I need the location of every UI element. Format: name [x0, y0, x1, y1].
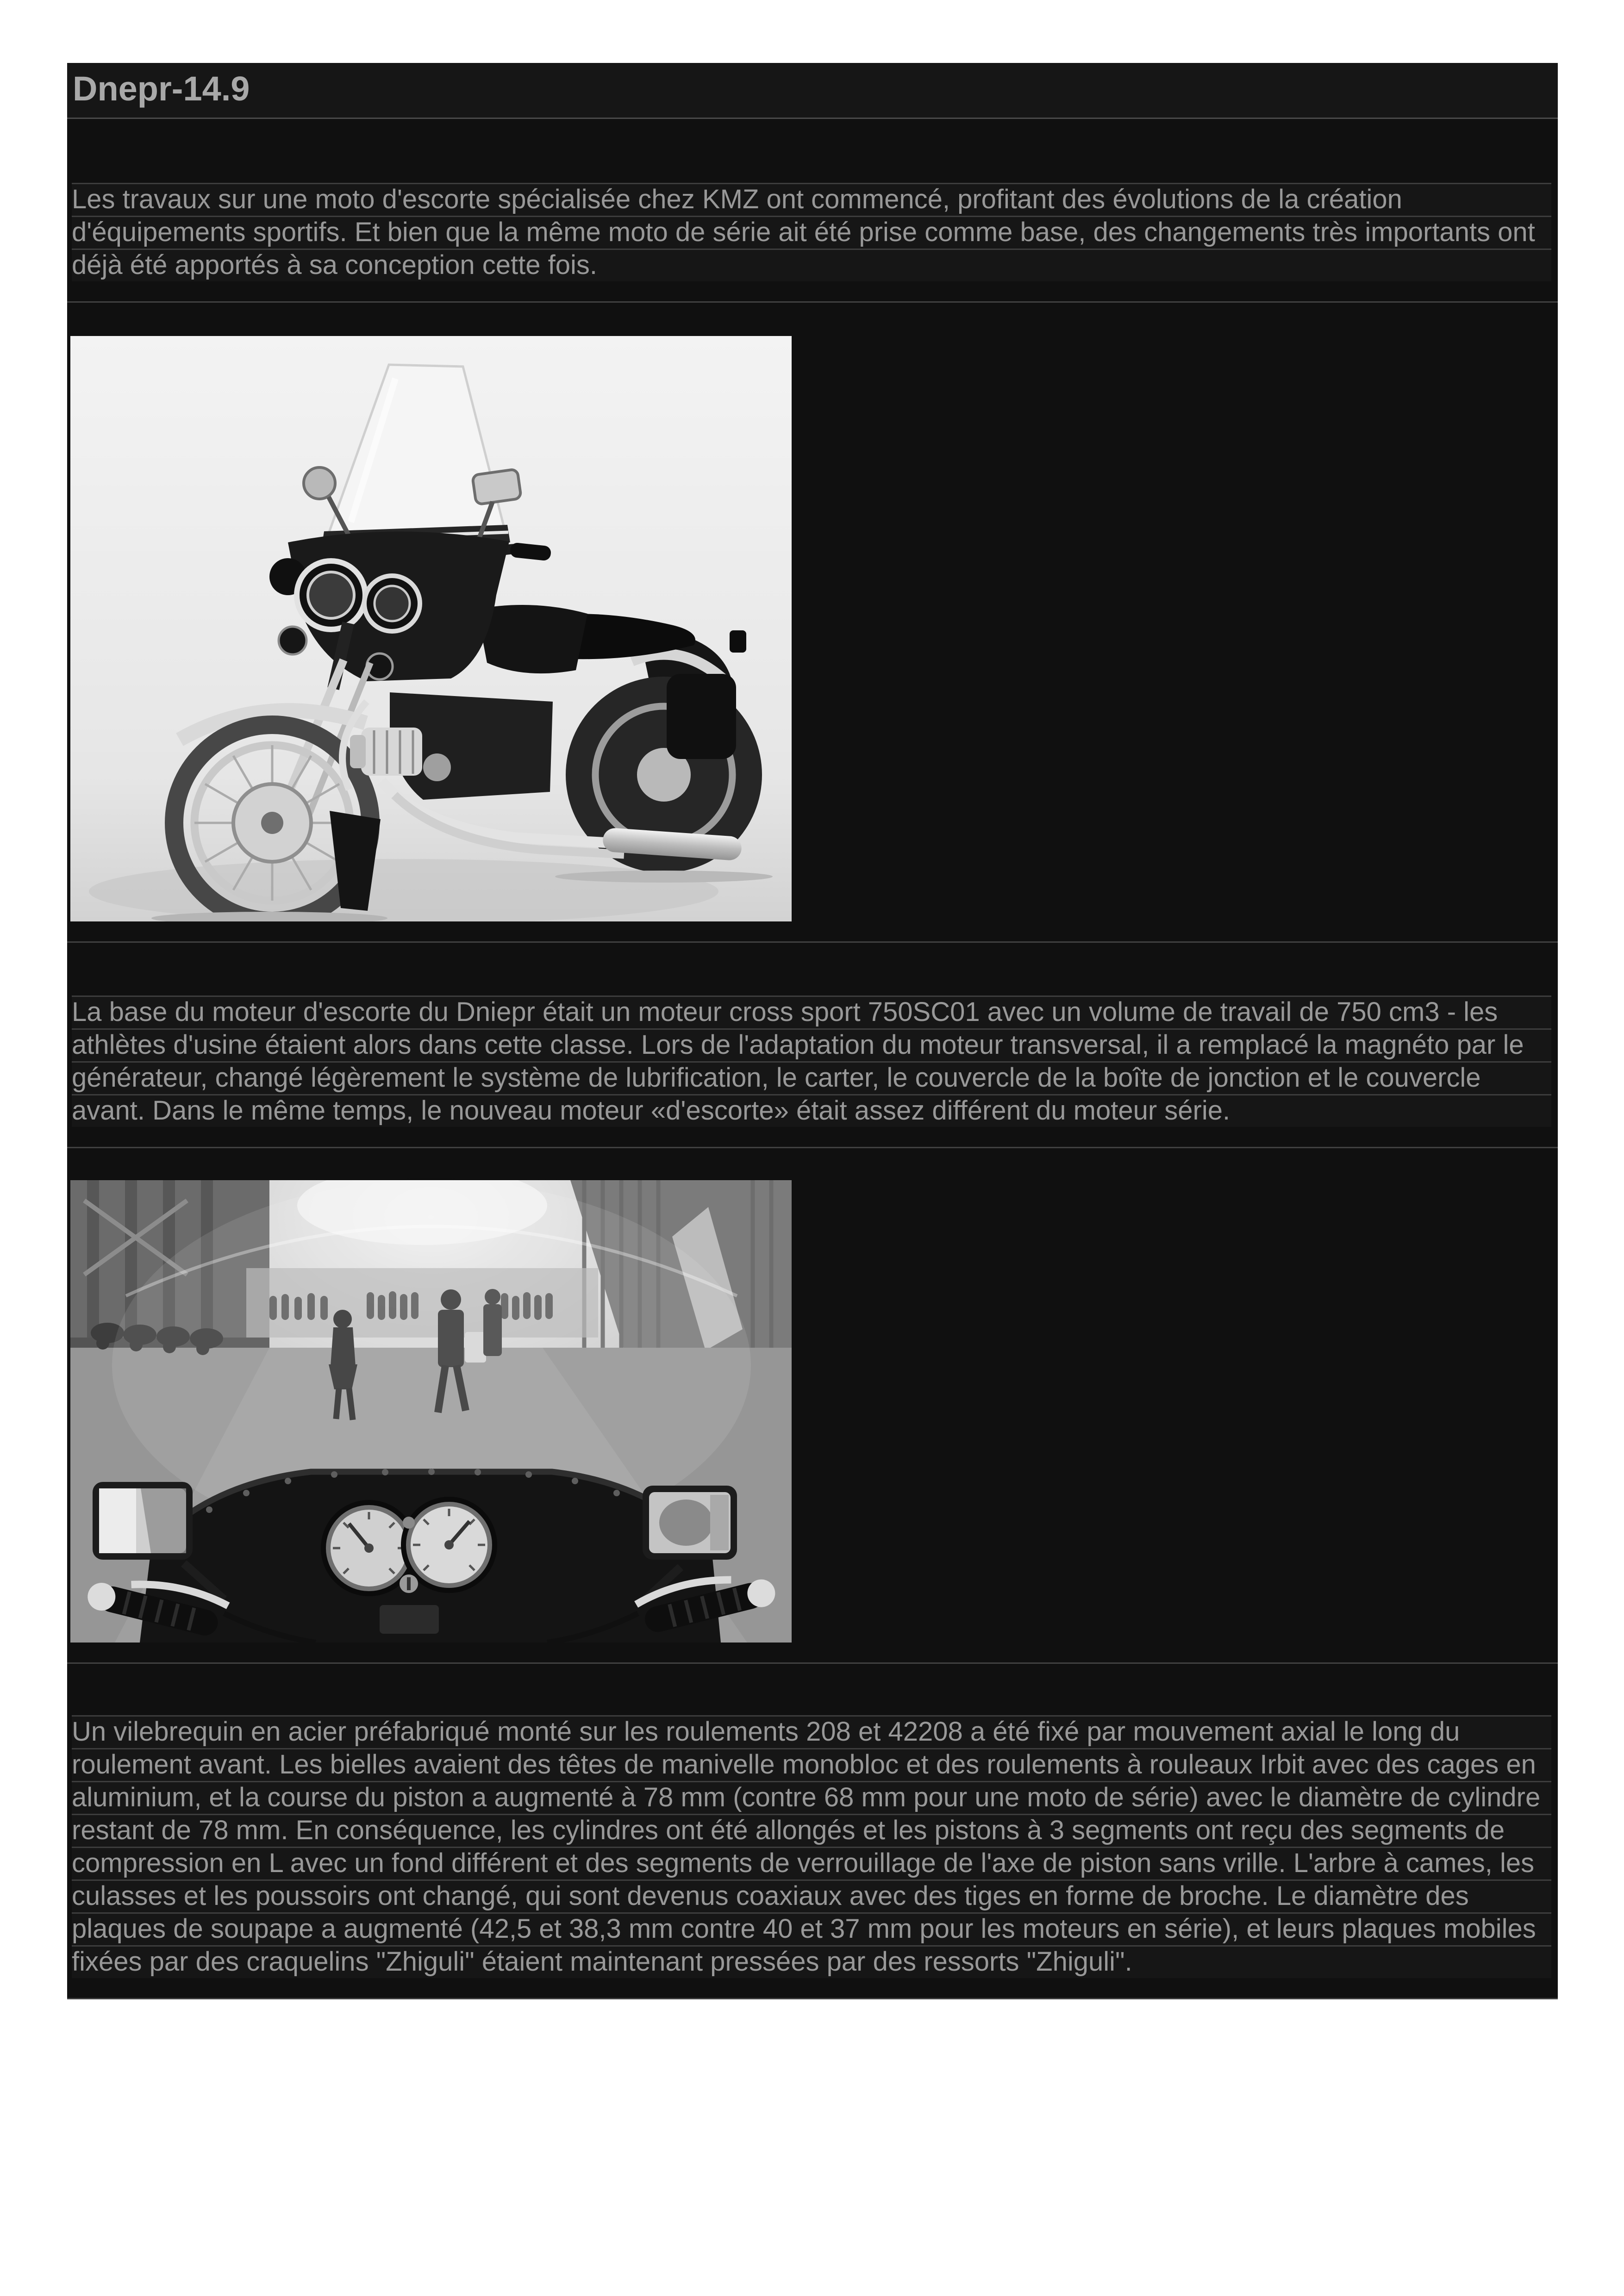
page-title: Dnepr-14.9 — [67, 63, 1558, 119]
paragraph-crankshaft-details: Un vilebrequin en acier préfabriqué monté sur les roulements 208 et 42208 a été fixé par mouvement axial le long du roulement avant. Les bielles avaient des têtes de manivelle monobloc et des roulements à rouleaux Irbit avec des cages en aluminium, et la course du piston a augmenté à 78 mm (contre 68 mm pour une moto de série) avec le diamètre de cylindre restant de 78 mm. En conséquence, les cylindres ont été allongés et les pistons à 3 segments ont reçu des segments de compression en L avec un fond différent et des segments de verrouillage de l'axe de piston sans vrille. L'arbre à cames, les culasses et les poussoirs ont changé, qui sont devenus coaxiaux avec des tiges en forme de broche. Le diamètre des plaques de soupape a augmenté (42,5 et 38,3 mm contre 40 et 37 mm pour les moteurs en série), et leurs plaques mobiles fixées par des craquelins "Zhiguli" étaient maintenant pressées par des ressorts "Zhiguli". — [67, 1715, 1558, 1999]
motorcycle-studio-photo-image — [70, 336, 792, 921]
motorcycle-studio-photo — [67, 336, 1558, 943]
paragraph-intro: Les travaux sur une moto d'escorte spécialisée chez KMZ ont commencé, profitant des évolutions de la création d'équipements sportifs. Et bien que la même moto de série ait été prise comme base, des changements très importants ont déjà été apportés à sa conception cette fois. — [67, 183, 1558, 303]
paragraph-engine-base: La base du moteur d'escorte du Dniepr était un moteur cross sport 750SC01 avec un volume de travail de 750 cm3 - les athlètes d'usine étaient alors dans cette classe. Lors de l'adaptation du moteur transversal, il a remplacé la magnéto par le générateur, changé légèrement le système de lubrification, le carter, le couvercle de la boîte de jonction et le couvercle avant. Dans le même temps, le nouveau moteur «d'escorte» était assez différent du moteur série. — [67, 996, 1558, 1148]
article-panel — [67, 63, 1558, 1999]
cockpit-view-photo — [67, 1180, 1558, 1664]
cockpit-view-photo-image — [70, 1180, 792, 1643]
